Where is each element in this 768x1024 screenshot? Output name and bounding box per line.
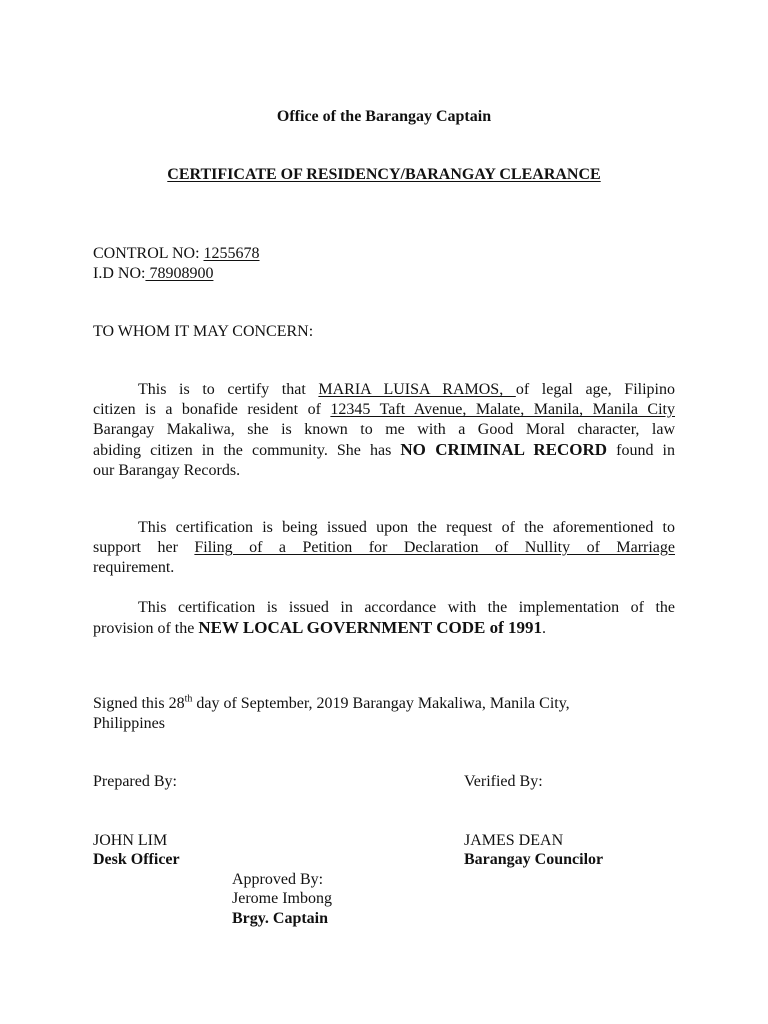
control-number-value: 1255678 bbox=[203, 245, 260, 262]
legal-basis-paragraph bbox=[93, 598, 675, 639]
salutation: TO WHOM IT MAY CONCERN: bbox=[93, 323, 314, 340]
para3-text: This certification is issued in accordance with the implementation of the bbox=[138, 599, 675, 616]
verified-by-name: JAMES DEAN bbox=[464, 832, 564, 849]
request-purpose: Filing of a Petition for Declaration of Nullity of Marriage bbox=[194, 539, 675, 556]
resident-address: 12345 Taft Avenue, Malate, Manila, Manila City bbox=[330, 401, 675, 418]
office-heading: Office of the Barangay Captain bbox=[276, 108, 492, 125]
control-number-line bbox=[93, 245, 260, 263]
id-number-value: 78908900 bbox=[145, 265, 214, 282]
prepared-by-label: Prepared By: bbox=[93, 773, 177, 790]
resident-name: MARIA LUISA RAMOS, bbox=[318, 381, 516, 398]
para1-text: This is to certify that bbox=[138, 381, 319, 398]
verified-by-label: Verified By: bbox=[464, 773, 543, 790]
approved-by-label: Approved By: bbox=[232, 871, 324, 888]
purpose-paragraph bbox=[93, 518, 675, 578]
approved-by-title: Brgy. Captain bbox=[232, 910, 329, 927]
verified-by-title: Barangay Councilor bbox=[464, 851, 604, 868]
para1-text: abiding citizen in the community. She has bbox=[93, 442, 401, 459]
para3-text: . bbox=[542, 620, 546, 637]
control-number-label: CONTROL NO: bbox=[93, 245, 204, 262]
signed-text: day of September, 2019 Barangay Makaliwa, Manila City, bbox=[192, 695, 570, 712]
signed-date-line bbox=[93, 695, 570, 713]
legal-code: NEW LOCAL GOVERNMENT CODE of 1991 bbox=[198, 618, 542, 637]
para2-text: This certification is being issued upon the request of the aforementioned to bbox=[138, 519, 675, 536]
para1-text: Barangay Makaliwa, she is known to me with a Good Moral character, law bbox=[93, 421, 675, 438]
approved-by-name: Jerome Imbong bbox=[232, 890, 332, 907]
id-number-line bbox=[93, 265, 213, 283]
certification-paragraph bbox=[93, 380, 675, 481]
prepared-by-title: Desk Officer bbox=[93, 851, 180, 868]
para1-text: of legal age, Filipino bbox=[515, 381, 675, 398]
para1-text: found in bbox=[607, 442, 675, 459]
para2-text: support her bbox=[93, 539, 195, 556]
para3-text: provision of the bbox=[93, 620, 199, 637]
signed-text: Signed this 28 bbox=[93, 695, 185, 712]
id-number-label: I.D NO: bbox=[93, 265, 146, 282]
para1-text: our Barangay Records. bbox=[93, 462, 241, 479]
day-suffix: th bbox=[184, 693, 193, 705]
prepared-by-name: JOHN LIM bbox=[93, 832, 168, 849]
para1-text: citizen is a bonafide resident of bbox=[93, 401, 331, 418]
certificate-title: CERTIFICATE OF RESIDENCY/BARANGAY CLEARANCE bbox=[167, 166, 601, 183]
criminal-record-status: NO CRIMINAL RECORD bbox=[400, 440, 608, 459]
signed-location-line: Philippines bbox=[93, 715, 166, 732]
para2-text: requirement. bbox=[93, 559, 175, 576]
